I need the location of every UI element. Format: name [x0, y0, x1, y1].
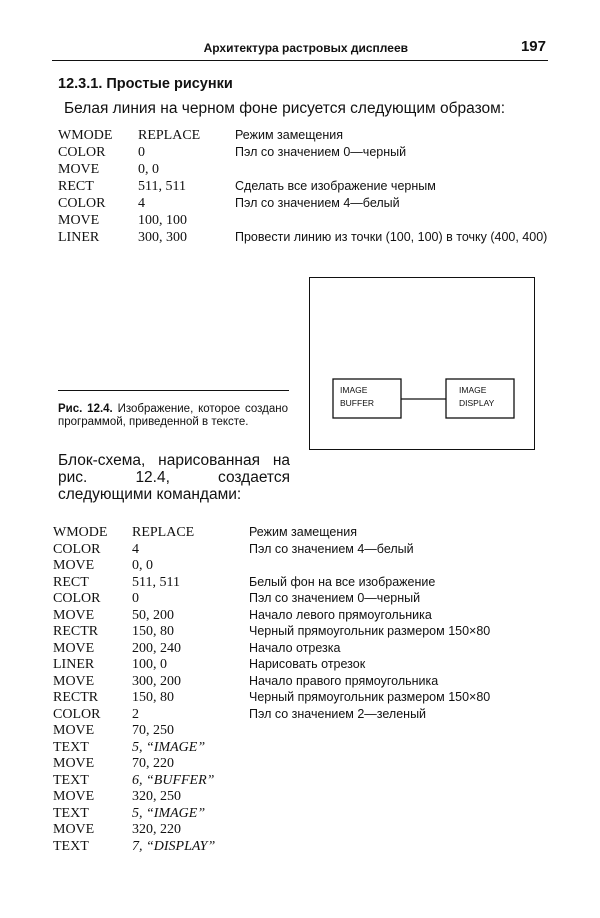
command: COLOR — [53, 591, 101, 606]
command: RECT — [53, 574, 89, 590]
command: WMODE — [53, 525, 108, 540]
comment: Начало отрезка — [249, 640, 341, 655]
comment: Белый фон на все изображение — [249, 574, 436, 589]
argument: 200, 240 — [132, 640, 181, 656]
command: LINER — [58, 230, 100, 245]
argument: 320, 220 — [132, 822, 181, 837]
caption-rule — [58, 390, 289, 391]
command: MOVE — [58, 162, 100, 177]
caption-text: Изображение, которое создано программой, приведенной в тексте. — [58, 403, 288, 428]
comment: Черный прямоугольник размером 150×80 — [249, 624, 491, 638]
box1-label-line2: BUFFER — [340, 398, 374, 408]
comment: Провести линию из точки (100, 100) в точку (400, 400) — [235, 230, 548, 244]
comment: Черный прямоугольник размером 150×80 — [249, 690, 491, 704]
argument: 100, 100 — [138, 213, 187, 228]
section-title: 12.3.1. Простые рисунки — [58, 76, 233, 92]
command: MOVE — [53, 558, 95, 573]
command: LINER — [53, 657, 95, 672]
command: RECTR — [53, 624, 99, 639]
comment: Сделать все изображение черным — [235, 179, 436, 193]
block-diagram — [310, 278, 533, 448]
paragraph-2: Блок-схема, нарисованная на рис. 12.4, создается следующими командами: — [58, 452, 290, 503]
comment: Нарисовать отрезок — [249, 657, 366, 671]
argument: 70, 220 — [132, 756, 174, 771]
argument: 5, “IMAGE” — [132, 739, 206, 755]
command: MOVE — [53, 756, 95, 771]
box2-label-line2: DISPLAY — [459, 398, 495, 408]
command: COLOR — [58, 196, 106, 211]
figure-caption — [58, 403, 288, 429]
argument: 0, 0 — [138, 162, 159, 177]
comment: Пэл со значением 0—черный — [235, 145, 407, 159]
argument: 5, “IMAGE” — [132, 805, 206, 821]
argument: 0 — [132, 591, 139, 606]
command: TEXT — [53, 838, 89, 854]
comment: Начало правого прямоугольника — [249, 673, 439, 688]
argument: 7, “DISPLAY” — [132, 838, 216, 854]
command: WMODE — [58, 128, 113, 143]
caption-label: Рис. 12.4. — [58, 403, 113, 415]
argument: 0, 0 — [132, 558, 153, 573]
argument: 2 — [132, 706, 139, 722]
command: MOVE — [53, 789, 95, 804]
command: TEXT — [53, 739, 89, 755]
argument: 511, 511 — [132, 574, 180, 590]
intro-paragraph: Белая линия на черном фоне рисуется следующим образом: — [64, 100, 506, 117]
comment: Начало левого прямоугольника — [249, 607, 432, 622]
running-title: Архитектура растровых дисплеев — [203, 41, 408, 55]
comment: Пэл со значением 4—белый — [235, 196, 400, 210]
command: MOVE — [53, 673, 95, 689]
page-header — [52, 40, 548, 61]
command: RECTR — [53, 690, 99, 705]
command: COLOR — [58, 145, 106, 160]
command: TEXT — [53, 805, 89, 821]
command: RECT — [58, 179, 94, 194]
argument: 300, 200 — [132, 673, 181, 689]
command: MOVE — [53, 607, 95, 623]
argument: 0 — [138, 145, 145, 160]
argument: 150, 80 — [132, 690, 174, 705]
command: MOVE — [53, 822, 95, 837]
comment: Пэл со значением 4—белый — [249, 541, 414, 556]
argument: 6, “BUFFER” — [132, 772, 215, 788]
argument: 511, 511 — [138, 179, 186, 194]
comment: Режим замещения — [249, 525, 357, 539]
box1-label-line1: IMAGE — [340, 385, 368, 395]
figure-12-4 — [309, 277, 535, 450]
argument: 100, 0 — [132, 657, 167, 672]
box2-label-line1: IMAGE — [459, 385, 487, 395]
argument: 300, 300 — [138, 230, 187, 245]
argument: 4 — [138, 196, 145, 211]
argument: REPLACE — [138, 128, 201, 143]
argument: 320, 250 — [132, 789, 181, 804]
page-number: 197 — [520, 38, 546, 55]
command: TEXT — [53, 772, 89, 788]
comment: Пэл со значением 0—черный — [249, 591, 421, 605]
command: MOVE — [53, 640, 95, 656]
command: MOVE — [53, 723, 95, 738]
command: COLOR — [53, 706, 101, 722]
argument: 70, 250 — [132, 723, 174, 738]
argument: 4 — [132, 541, 139, 557]
argument: 50, 200 — [132, 607, 174, 623]
comment: Пэл со значением 2—зеленый — [249, 706, 427, 721]
argument: REPLACE — [132, 525, 195, 540]
comment: Режим замещения — [235, 128, 343, 142]
argument: 150, 80 — [132, 624, 174, 639]
command: MOVE — [58, 213, 100, 228]
command: COLOR — [53, 541, 101, 557]
